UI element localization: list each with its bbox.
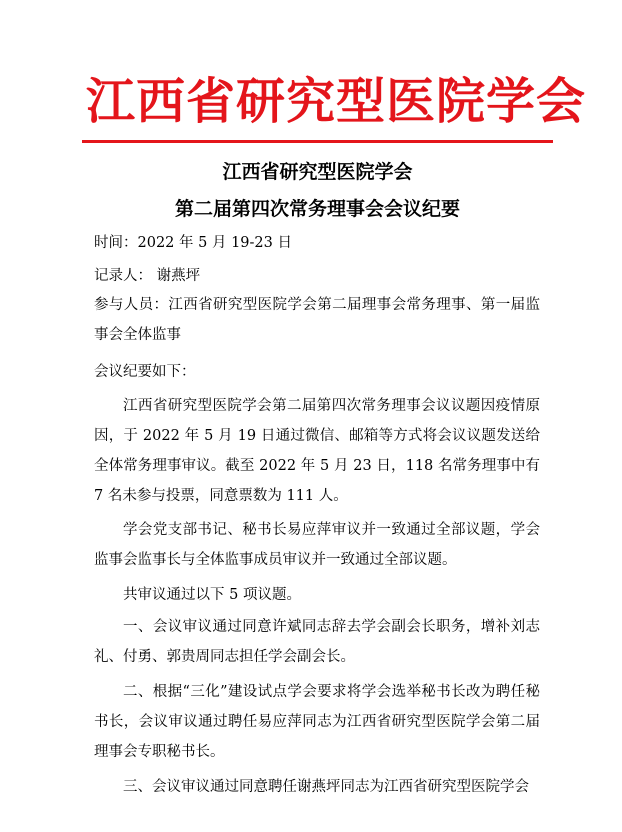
meeting-participants: 参与人员：江西省研究型医院学会第二届理事会常务理事、第一届监事会全体监事 bbox=[94, 297, 540, 343]
document-title-line1: 江西省研究型医院学会 bbox=[222, 161, 413, 183]
paragraph-item-3: 三、会议审议通过同意聘任谢燕坪同志为江西省研究型医院学会 bbox=[123, 779, 529, 795]
document-title-line2: 第二届第四次常务理事会会议纪要 bbox=[174, 198, 460, 220]
paragraph-summary: 江西省研究型医院学会第二届第四次常务理事会议议题因疫情原因，于 2022 年 5 月 19 日通过微信、邮箱等方式将会议议题发送给全体常务理事审议。截至 2022 年 5 月 23 日，118 名常务理事中有 7 名未参与投票，同意票数为 111 人。 bbox=[94, 398, 540, 504]
paragraph-party-branch: 学会党支部书记、秘书长易应萍审议并一致通过全部议题，学会监事会监事长与全体监事成员审议并一致通过全部议题。 bbox=[94, 522, 540, 568]
letterhead-red-rule bbox=[82, 140, 553, 143]
meeting-time: 时间：2022 年 5 月 19-23 日 bbox=[94, 235, 292, 251]
paragraph-item-1: 一、会议审议通过同意许斌同志辞去学会副会长职务，增补刘志礼、付勇、郭贵周同志担任学会副会长。 bbox=[94, 619, 540, 665]
minutes-intro: 会议纪要如下： bbox=[94, 364, 196, 380]
paragraph-count: 共审议通过以下 5 项议题。 bbox=[123, 587, 301, 603]
meeting-recorder: 记录人： 谢燕坪 bbox=[94, 268, 201, 284]
org-letterhead-title: 江西省研究型医院学会 bbox=[86, 72, 587, 130]
paragraph-item-2: 二、根据“三化”建设试点学会要求将学会选举秘书长改为聘任秘书长，会议审议通过聘任易应萍同志为江西省研究型医院学会第二届理事会专职秘书长。 bbox=[94, 684, 540, 760]
